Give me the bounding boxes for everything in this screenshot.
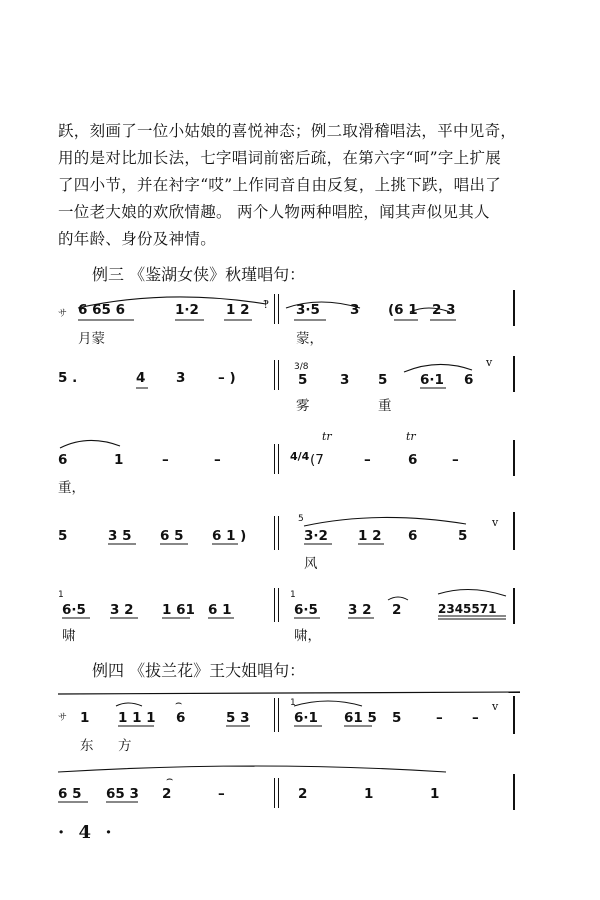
note-group: – (472, 710, 479, 726)
note-group: 5 3 (226, 710, 250, 726)
note-group: 5 . (58, 370, 78, 386)
lyric: 重 (378, 398, 392, 414)
bar-line (274, 516, 279, 550)
note-group: – ) (218, 370, 236, 386)
score-row (58, 506, 520, 572)
paragraph-line: 的年龄、身份及神情。 (58, 230, 217, 248)
example4-heading: 例四 《拔兰花》王大姐唱句： (92, 661, 306, 680)
note-group: 3 2 (110, 602, 134, 618)
note-group: (6 1 (388, 302, 418, 318)
fermata-mark: ⌢ (166, 772, 174, 785)
note-group: 4 (136, 370, 146, 386)
note-group: 5 (298, 372, 308, 388)
note-group: – (162, 452, 169, 468)
score-row (58, 764, 520, 824)
paragraph-line: 了四小节，并在衬字“哎”上作同音自由反复，上挑下跌，唱出了 (58, 176, 502, 194)
note-group: 1 61 (162, 602, 195, 618)
note-group: 6·5 (62, 602, 86, 618)
bar-line (513, 440, 515, 476)
page-number: · 4 · (58, 822, 116, 843)
bar-line (274, 444, 279, 474)
note-group: 6 (176, 710, 186, 726)
bar-line (274, 698, 279, 732)
lyric: 月蒙 (78, 331, 105, 347)
note-group: (7 (310, 452, 324, 468)
bar-line (513, 290, 515, 326)
note-group: 3 (340, 372, 350, 388)
note-group: 6 5 (58, 786, 82, 802)
note-group: 6·1 (420, 372, 444, 388)
lyric: 方 (118, 738, 132, 754)
note-group: 6 65 6 (78, 302, 125, 318)
note-group: 3 (350, 302, 360, 318)
note-group: 1·2 (175, 302, 199, 318)
note-group: 6·1 (294, 710, 318, 726)
paragraph-line: 用的是对比加长法，七字唱词前密后疏，在第六字“呵”字上扩展 (58, 149, 502, 167)
note-group: 6·5 (294, 602, 318, 618)
note-group: 1 (80, 710, 90, 726)
grace-note: 5 (298, 514, 304, 524)
fermata-mark: ⌢ (175, 696, 183, 709)
lyric: 风 (304, 556, 318, 572)
note-group: – (214, 452, 221, 468)
note-group: – (452, 452, 459, 468)
trill-mark: tr (406, 430, 416, 443)
note-group: 5 (58, 528, 68, 544)
score-row (58, 430, 520, 496)
grace-note: 1 (290, 590, 296, 600)
score-row (58, 582, 520, 642)
bar-line (513, 774, 515, 810)
note-group: 1 (364, 786, 374, 802)
lyric: 蒙， (296, 331, 323, 347)
note-group: 5 (458, 528, 468, 544)
note-group: 2 3 (432, 302, 456, 318)
lyric: 啸 (62, 628, 76, 644)
note-group: 61 5 (344, 710, 377, 726)
lyric: 雾 (296, 398, 310, 414)
note-group: 2345571 (438, 602, 497, 616)
score-row (58, 690, 520, 754)
note-group: 1 (114, 452, 124, 468)
trill-mark: tr (322, 430, 332, 443)
score-row (58, 290, 520, 350)
note-group: 6 5 (160, 528, 184, 544)
note-group: 3·2 (304, 528, 328, 544)
lyric: 东 (80, 738, 94, 754)
note-group: 3 (176, 370, 186, 386)
bar-line (513, 588, 515, 624)
note-group: 3·5 (296, 302, 320, 318)
note-group: 6 (408, 528, 418, 544)
bar-line (513, 696, 515, 734)
breath-mark: v (492, 700, 499, 713)
tempo-marker: サ (58, 309, 68, 319)
bar-line (274, 778, 279, 808)
paragraph-line: 一位老大娘的欢欣情趣。 两个人物两种唱腔，闻其声似见其人 (58, 203, 490, 221)
lyric: 啸， (294, 628, 321, 644)
note-group: – (436, 710, 443, 726)
note-group: 5 (378, 372, 388, 388)
tempo-marker: サ (58, 713, 68, 723)
slur-marks (58, 430, 520, 490)
note-group: 3 5 (108, 528, 132, 544)
bar-line (274, 294, 279, 324)
grace-note: 1 (58, 590, 64, 600)
bar-line (274, 588, 279, 622)
note-group: 1 2 (358, 528, 382, 544)
note-group: 2 (162, 786, 172, 802)
paragraph-line: 跃，刻画了一位小姑娘的喜悦神态；例二取滑稽唱法，平中见奇， (58, 122, 517, 140)
note-group: 2 (298, 786, 308, 802)
breath-mark: ‽ (263, 298, 269, 311)
note-group: – (364, 452, 371, 468)
lyric: 重， (58, 480, 85, 496)
bar-line (513, 512, 515, 550)
body-paragraph (58, 118, 528, 253)
note-group: 1 2 (226, 302, 250, 318)
note-group: 6 1 (208, 602, 232, 618)
note-group: – (218, 786, 225, 802)
slur-marks (58, 356, 520, 416)
note-group: 65 3 (106, 786, 139, 802)
note-group: 5 (392, 710, 402, 726)
note-group: 6 (464, 372, 474, 388)
grace-note: 1 (290, 698, 296, 708)
note-group: 6 (408, 452, 418, 468)
meter: 4/4 (290, 450, 310, 463)
bar-line (513, 356, 515, 392)
note-group: 3 2 (348, 602, 372, 618)
meter: 3/8 (294, 362, 309, 372)
note-group: 2 (392, 602, 402, 618)
bar-line (274, 360, 279, 390)
breath-mark: v (486, 356, 493, 369)
slur-marks (58, 290, 520, 350)
example3-heading: 例三 《鉴湖女侠》秋瑾唱句： (92, 265, 306, 284)
note-group: 6 (58, 452, 68, 468)
note-group: 1 (430, 786, 440, 802)
score-row (58, 356, 520, 416)
breath-mark: v (492, 516, 499, 529)
note-group: 1 1 1 (118, 710, 156, 726)
note-group: 6 1 ) (212, 528, 247, 544)
